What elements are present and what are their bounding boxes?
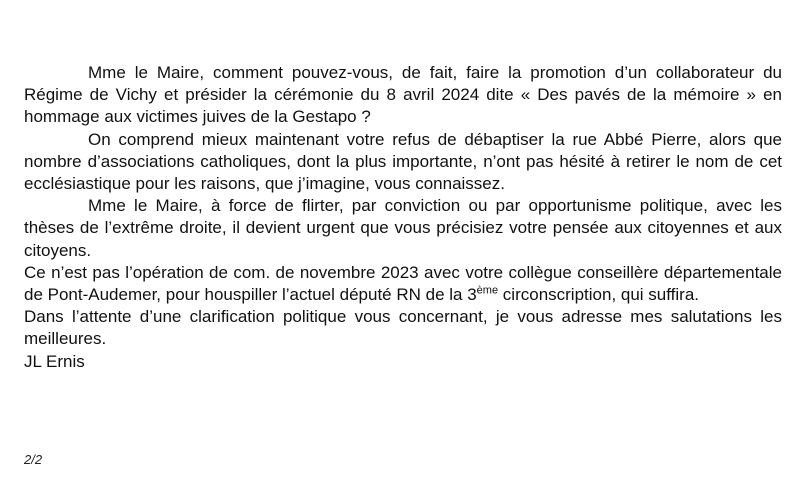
paragraph-1: Mme le Maire, comment pouvez-vous, de fait, faire la promotion d’un collaborateur du Régime de Vichy et présider la cérémonie du 8 avril 2024 dite « Des pavés de la mémoire » en hommage aux victimes juives de la Gestapo ? <box>24 63 782 127</box>
paragraph-4-text: Ce n’est pas l’opération de com. de novembre 2023 avec votre collègue conseillère départementale de Pont-Audemer, pour houspiller l’actuel député RN de la 3 <box>24 262 782 305</box>
paragraph-4 <box>24 262 782 306</box>
signature: JL Ernis <box>24 351 85 371</box>
paragraph-2: On comprend mieux maintenant votre refus de débaptiser la rue Abbé Pierre, alors que nombre d’associations catholiques, dont la plus importante, n’ont pas hésité à retirer le nom de cet ecclésiastique pour les raisons, que j’imagine, vous connaissez. <box>24 129 782 194</box>
superscript-eme: ème <box>476 284 499 297</box>
letter-body <box>24 62 782 373</box>
page-number: 2/2 <box>24 452 43 467</box>
paragraph-4-text-end: circonscription, qui suffira. <box>498 285 700 305</box>
closing-paragraph: Dans l’attente d’une clarification politique vous concernant, je vous adresse mes salutations les meilleures. <box>24 307 782 349</box>
paragraph-3: Mme le Maire, à force de flirter, par conviction ou par opportunisme politique, avec les thèses de l’extrême droite, il devient urgent que vous précisiez votre pensée aux citoyennes et aux citoyens. <box>24 196 782 260</box>
